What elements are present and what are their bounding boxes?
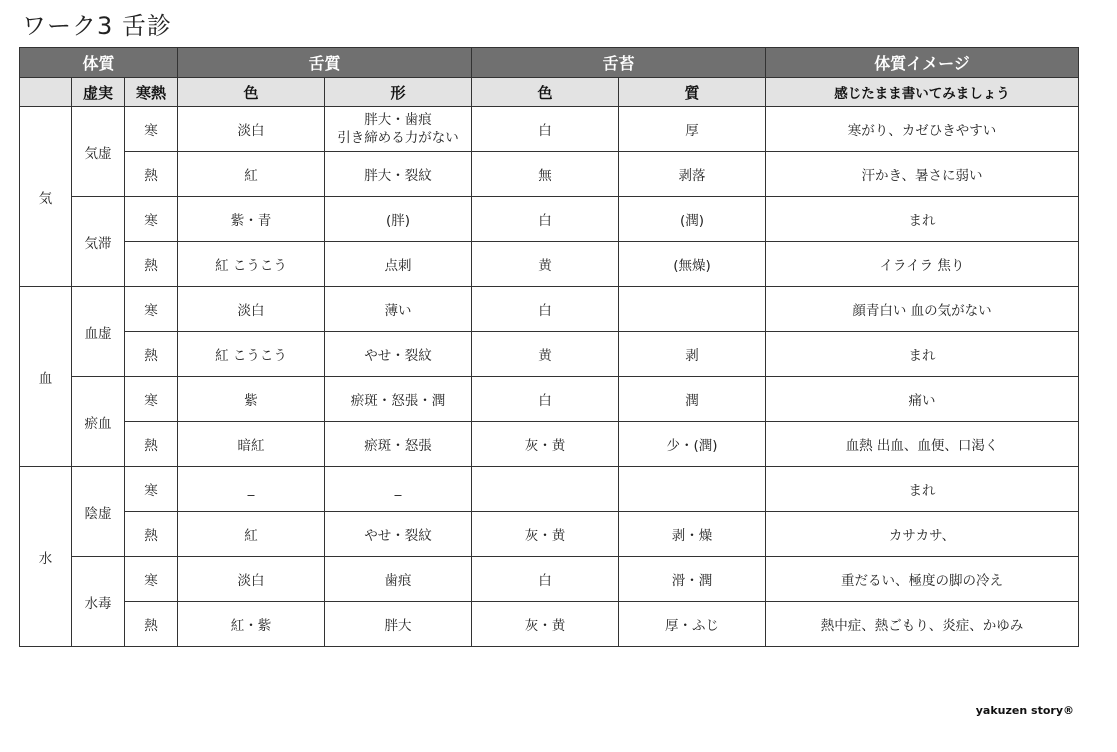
shitsu-shape-cell: 点刺 <box>325 242 472 287</box>
tai-color-cell: 黄 <box>472 332 619 377</box>
table-row <box>20 467 1079 512</box>
subgroup-cell-oketsu: 瘀血 <box>72 377 125 467</box>
shitsu-shape-cell <box>325 107 472 152</box>
kannetsu-cell: 熱 <box>125 152 178 197</box>
subgroup-cell-inkyo: 陰虚 <box>72 467 125 557</box>
group-cell-ki: 気 <box>20 107 72 287</box>
shitsu-color-cell: 紫・青 <box>178 197 325 242</box>
table-row <box>20 152 1079 197</box>
tai-quality-cell: 潤 <box>619 377 766 422</box>
tai-quality-cell <box>619 287 766 332</box>
kannetsu-cell: 寒 <box>125 287 178 332</box>
shitsu-shape-cell: 胖大・裂紋 <box>325 152 472 197</box>
shitsu-color-cell: 紫 <box>178 377 325 422</box>
shitsu-shape-cell: 胖大 <box>325 602 472 647</box>
tai-quality-cell: 滑・潤 <box>619 557 766 602</box>
image-cell: 血熱 出血、血便、口渇く <box>766 422 1079 467</box>
image-cell: まれ <box>766 332 1079 377</box>
header-row-columns <box>20 78 1079 107</box>
header-zettai: 舌苔 <box>472 48 766 78</box>
kannetsu-cell: 寒 <box>125 557 178 602</box>
shitsu-shape-cell: _ <box>325 467 472 512</box>
shitsu-shape-cell: 瘀斑・怒張 <box>325 422 472 467</box>
shitsu-color-cell: 紅・紫 <box>178 602 325 647</box>
header-image: 体質イメージ <box>766 48 1079 78</box>
group-cell-ketsu: 血 <box>20 287 72 467</box>
shitsu-shape-line-2: 引き締める力がない <box>337 130 459 146</box>
image-cell: 顔青白い 血の気がない <box>766 287 1079 332</box>
kannetsu-cell: 寒 <box>125 467 178 512</box>
table-row <box>20 602 1079 647</box>
shitsu-shape-line-1: 胖大・歯痕 <box>364 112 432 128</box>
tai-color-cell: 灰・黄 <box>472 512 619 557</box>
image-cell: イライラ 焦り <box>766 242 1079 287</box>
tai-color-cell: 灰・黄 <box>472 422 619 467</box>
tai-quality-cell: (潤) <box>619 197 766 242</box>
table-row <box>20 557 1079 602</box>
image-cell: 重だるい、極度の脚の冷え <box>766 557 1079 602</box>
tai-color-cell: 白 <box>472 287 619 332</box>
kannetsu-cell: 熱 <box>125 332 178 377</box>
image-cell: まれ <box>766 467 1079 512</box>
shitsu-color-cell: 淡白 <box>178 107 325 152</box>
header-blank <box>20 78 72 107</box>
image-cell: カサカサ、 <box>766 512 1079 557</box>
table-row <box>20 242 1079 287</box>
shitsu-color-cell: 紅 <box>178 152 325 197</box>
page-title: ワーク3 舌診 <box>22 12 172 40</box>
shitsu-color-cell: 暗紅 <box>178 422 325 467</box>
table-row <box>20 332 1079 377</box>
brand-logo-text: yakuzen story® <box>975 704 1074 717</box>
table-row <box>20 287 1079 332</box>
shitsu-shape-cell: やせ・裂紋 <box>325 512 472 557</box>
header-shitsu-color: 色 <box>178 78 325 107</box>
tai-color-cell: 白 <box>472 197 619 242</box>
tai-color-cell: 白 <box>472 107 619 152</box>
table-row <box>20 107 1079 152</box>
tongue-diagnosis-table <box>19 47 1079 647</box>
header-kannetsu: 寒熱 <box>125 78 178 107</box>
tai-quality-cell: 剥・燥 <box>619 512 766 557</box>
shitsu-color-cell: 紅 <box>178 512 325 557</box>
image-cell: 痛い <box>766 377 1079 422</box>
group-cell-sui: 水 <box>20 467 72 647</box>
header-zetsushitsu: 舌質 <box>178 48 472 78</box>
tai-color-cell <box>472 467 619 512</box>
shitsu-color-cell: 淡白 <box>178 287 325 332</box>
tai-color-cell: 灰・黄 <box>472 602 619 647</box>
kannetsu-cell: 熱 <box>125 512 178 557</box>
shitsu-shape-cell: 瘀斑・怒張・潤 <box>325 377 472 422</box>
kannetsu-cell: 熱 <box>125 422 178 467</box>
kannetsu-cell: 寒 <box>125 107 178 152</box>
tai-quality-cell: 厚・ふじ <box>619 602 766 647</box>
tai-quality-cell: (無燥) <box>619 242 766 287</box>
image-cell: 汗かき、暑さに弱い <box>766 152 1079 197</box>
header-tai-color: 色 <box>472 78 619 107</box>
header-shitsu-shape: 形 <box>325 78 472 107</box>
table-row <box>20 197 1079 242</box>
shitsu-color-cell: _ <box>178 467 325 512</box>
shitsu-color-cell: 淡白 <box>178 557 325 602</box>
shitsu-shape-cell: (胖) <box>325 197 472 242</box>
tai-color-cell: 白 <box>472 377 619 422</box>
kannetsu-cell: 寒 <box>125 197 178 242</box>
header-tai-quality: 質 <box>619 78 766 107</box>
tai-color-cell: 無 <box>472 152 619 197</box>
header-taishitsu: 体質 <box>20 48 178 78</box>
kannetsu-cell: 寒 <box>125 377 178 422</box>
tai-quality-cell: 剥 <box>619 332 766 377</box>
tai-quality-cell: 剥落 <box>619 152 766 197</box>
shitsu-shape-cell: 歯痕 <box>325 557 472 602</box>
table-row <box>20 377 1079 422</box>
header-kyojitsu: 虚実 <box>72 78 125 107</box>
shitsu-color-cell: 紅 こうこう <box>178 242 325 287</box>
tai-color-cell: 黄 <box>472 242 619 287</box>
table-row <box>20 422 1079 467</box>
header-image-note: 感じたまま書いてみましょう <box>766 78 1079 107</box>
table-row <box>20 512 1079 557</box>
subgroup-cell-kitai: 気滞 <box>72 197 125 287</box>
tai-quality-cell <box>619 467 766 512</box>
shitsu-shape-cell: やせ・裂紋 <box>325 332 472 377</box>
tai-quality-cell: 少・(潤) <box>619 422 766 467</box>
subgroup-cell-kikyo: 気虚 <box>72 107 125 197</box>
image-cell: 熱中症、熱ごもり、炎症、かゆみ <box>766 602 1079 647</box>
subgroup-cell-suidoku: 水毒 <box>72 557 125 647</box>
image-cell: 寒がり、カゼひきやすい <box>766 107 1079 152</box>
kannetsu-cell: 熱 <box>125 602 178 647</box>
shitsu-color-cell: 紅 こうこう <box>178 332 325 377</box>
tai-quality-cell: 厚 <box>619 107 766 152</box>
tai-color-cell: 白 <box>472 557 619 602</box>
image-cell: まれ <box>766 197 1079 242</box>
header-row-groups <box>20 48 1079 78</box>
subgroup-cell-kekkyo: 血虚 <box>72 287 125 377</box>
shitsu-shape-cell: 薄い <box>325 287 472 332</box>
kannetsu-cell: 熱 <box>125 242 178 287</box>
